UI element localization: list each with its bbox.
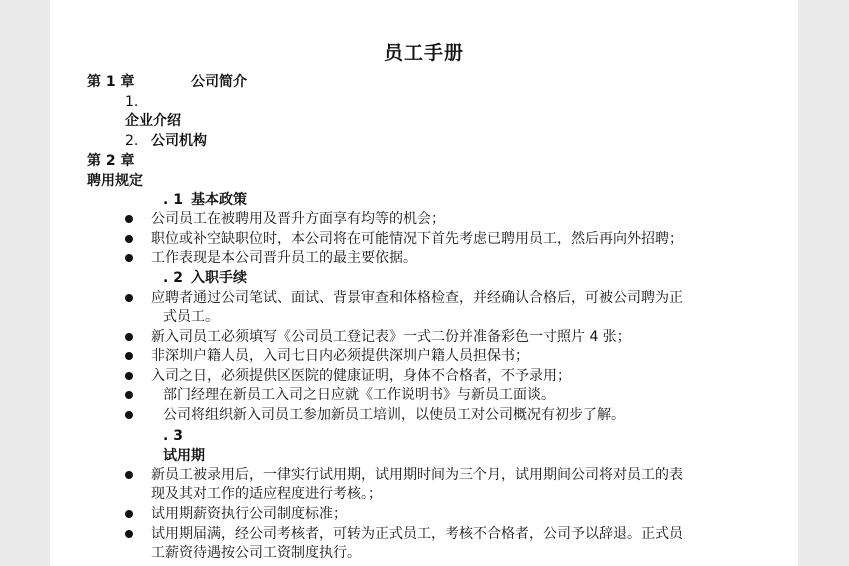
section-3-label: 试用期 bbox=[163, 448, 205, 464]
section-1-label: 基本政策 bbox=[191, 192, 247, 208]
ch1-item-1-num: 1. bbox=[125, 94, 139, 110]
chapter-1-label: 第 1 章 bbox=[87, 74, 135, 90]
section-2-num: . 2 bbox=[163, 270, 183, 286]
bullet-dot bbox=[125, 294, 133, 302]
list-item: 入司之日，必须提供区医院的健康证明，身体不合格者，不予录用； bbox=[151, 368, 571, 384]
bullet-dot bbox=[125, 510, 133, 518]
document-page bbox=[50, 0, 798, 566]
bullet-dot bbox=[125, 352, 133, 360]
list-item: 公司将组织新入司员工参加新员工培训，以使员工对公司概况有初步了解。 bbox=[163, 407, 625, 423]
list-item: 非深圳户籍人员，入司七日内必须提供深圳户籍人员担保书； bbox=[151, 348, 529, 364]
list-item-continuation: 工薪资待遇按公司工资制度执行。 bbox=[151, 545, 361, 561]
ch1-item-2-num: 2. bbox=[125, 133, 139, 149]
list-item: 试用期薪资执行公司制度标准； bbox=[151, 506, 347, 522]
bullet-dot bbox=[125, 333, 133, 341]
document-title: 员工手册 bbox=[383, 42, 464, 64]
bullet-dot bbox=[125, 235, 133, 243]
chapter-2-name: 聘用规定 bbox=[87, 173, 143, 189]
ch1-item-2-label: 公司机构 bbox=[151, 133, 207, 149]
list-item: 职位或补空缺职位时，本公司将在可能情况下首先考虑已聘用员工，然后再向外招聘； bbox=[151, 231, 683, 247]
section-1-num: . 1 bbox=[163, 192, 183, 208]
list-item: 试用期届满，经公司考核者，可转为正式员工，考核不合格者，公司予以辞退。正式员 bbox=[151, 526, 683, 542]
list-item: 应聘者通过公司笔试、面试、背景审查和体格检查，并经确认合格后，可被公司聘为正 bbox=[151, 290, 683, 306]
ch1-item-1-label: 企业介绍 bbox=[125, 113, 181, 129]
bullet-dot bbox=[125, 530, 133, 538]
bullet-dot bbox=[125, 391, 133, 399]
bullet-dot bbox=[125, 254, 133, 262]
bullet-dot bbox=[125, 411, 133, 419]
bullet-dot bbox=[125, 372, 133, 380]
list-item: 新员工被录用后，一律实行试用期，试用期时间为三个月，试用期间公司将对员工的表 bbox=[151, 467, 683, 483]
chapter-1-name: 公司简介 bbox=[191, 74, 247, 90]
list-item: 工作表现是本公司晋升员工的最主要依据。 bbox=[151, 250, 417, 266]
list-item-continuation: 现及其对工作的适应程度进行考核。； bbox=[151, 486, 382, 502]
section-3-num: . 3 bbox=[163, 428, 183, 444]
list-item: 新入司员工必须填写《公司员工登记表》一式二份并准备彩色一寸照片 4 张； bbox=[151, 329, 631, 345]
bullet-dot bbox=[125, 215, 133, 223]
bullet-dot bbox=[125, 471, 133, 479]
chapter-2-label: 第 2 章 bbox=[87, 153, 135, 169]
section-2-label: 入职手续 bbox=[191, 270, 247, 286]
list-item-continuation: 式员工。 bbox=[163, 309, 219, 325]
list-item: 部门经理在新员工入司之日应就《工作说明书》与新员工面谈。 bbox=[163, 387, 555, 403]
list-item: 公司员工在被聘用及晋升方面享有均等的机会； bbox=[151, 211, 445, 227]
